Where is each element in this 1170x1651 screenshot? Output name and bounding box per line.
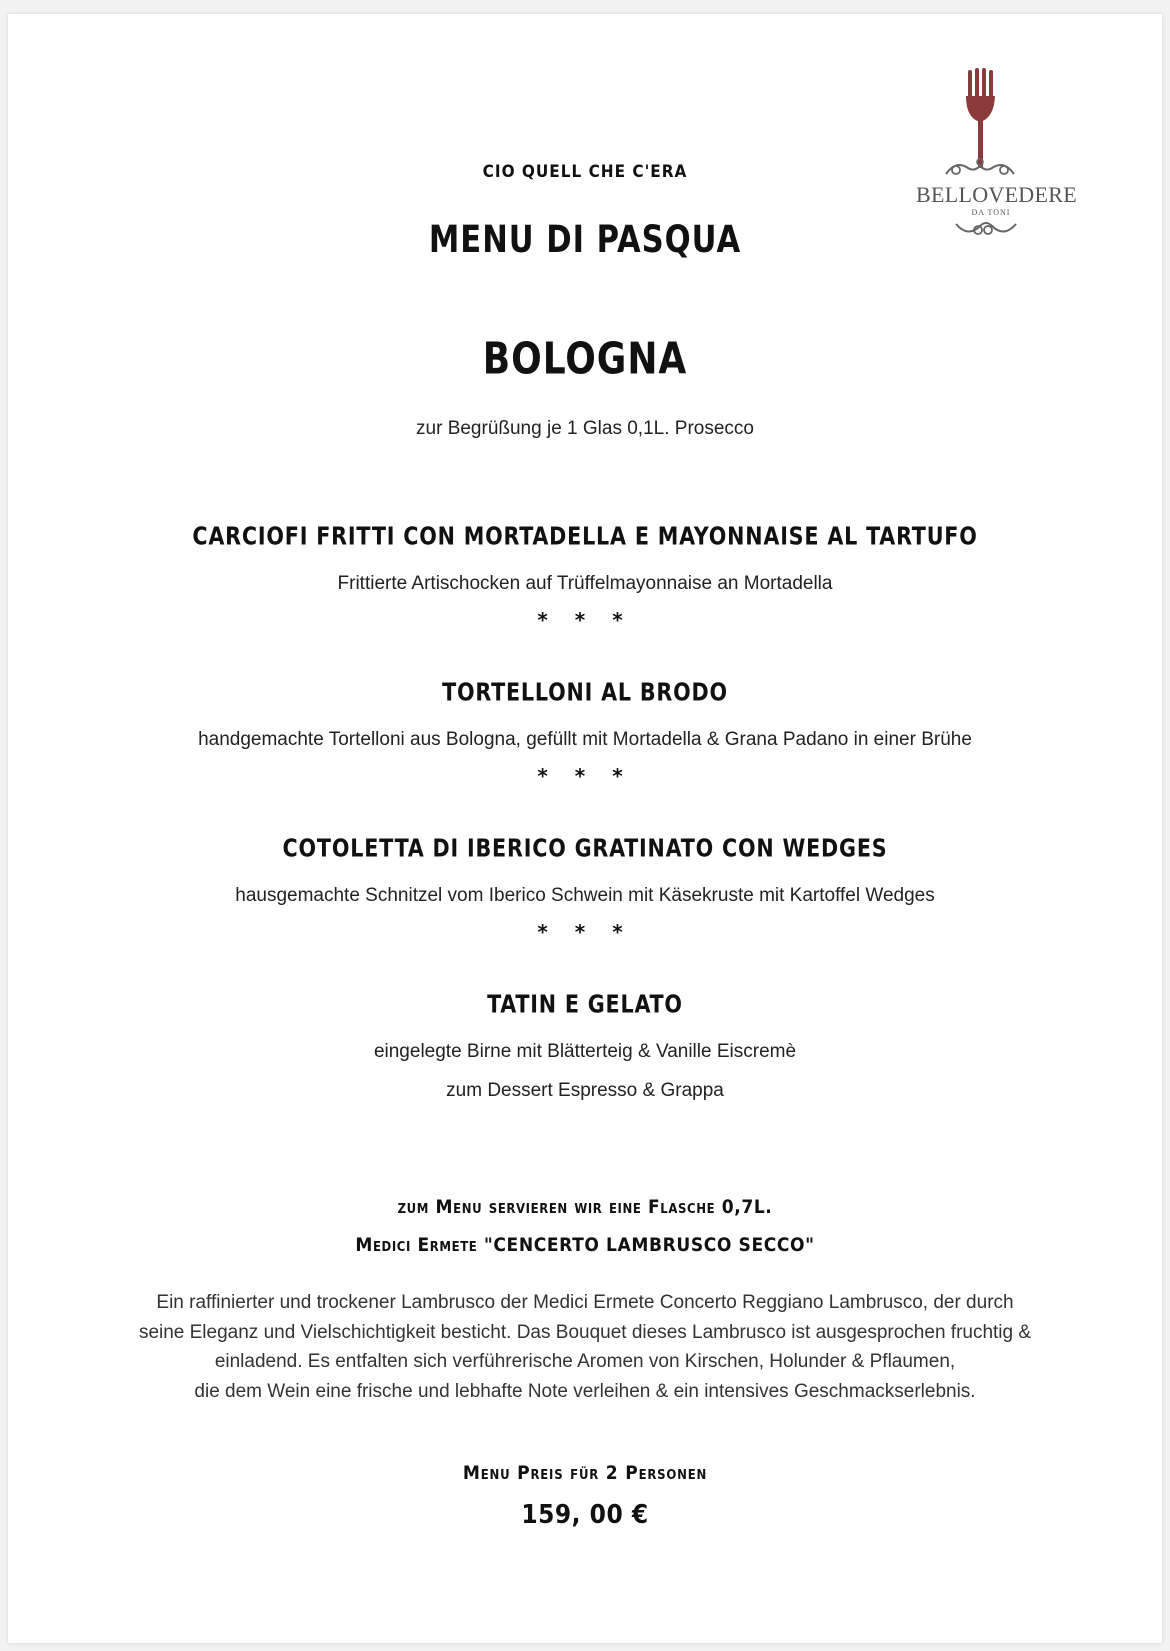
restaurant-logo xyxy=(916,56,1077,236)
price-value: 159, 00 € xyxy=(521,1500,649,1530)
course-4-description: eingelegte Birne mit Blätterteig & Vanille Eiscremè xyxy=(373,1041,797,1062)
wine-line-2: Medici Ermete "CENCERTO LAMBRUSCO SECCO" xyxy=(355,1234,815,1256)
course-1-description: Frittierte Artischocken auf Trüffelmayonnaise an Mortadella xyxy=(337,573,833,594)
course-1-title: CARCIOFI FRITTI CON MORTADELLA E MAYONNAISE AL TARTUFO xyxy=(192,522,978,552)
wine-description xyxy=(8,1288,1162,1406)
wine-desc-line: einladend. Es entfalten sich verführerische Aromen von Kirschen, Holunder & Pflaumen, xyxy=(214,1351,956,1372)
menu-subtitle: CIO QUELL CHE C'ERA xyxy=(482,162,688,182)
city-title: BOLOGNA xyxy=(482,333,688,385)
menu-page xyxy=(8,14,1162,1643)
course-2-description: handgemachte Tortelloni aus Bologna, gefüllt mit Mortadella & Grana Padano in einer Brühe xyxy=(198,729,972,750)
logo-name: BELLOVEDERE xyxy=(916,182,1077,207)
course-1-separator: * * * xyxy=(537,608,633,632)
course-3-separator: * * * xyxy=(537,920,633,944)
wine-desc-line: die dem Wein eine frische und lebhafte Note verleihen & ein intensives Geschmackserlebnis. xyxy=(194,1380,976,1402)
course-4-extra: zum Dessert Espresso & Grappa xyxy=(446,1080,724,1101)
course-4-title: TATIN E GELATO xyxy=(487,990,683,1020)
wine-line-1: zum Menu servieren wir eine Flasche 0,7L. xyxy=(397,1196,773,1218)
course-3-title: COTOLETTA DI IBERICO GRATINATO CON WEDGES xyxy=(282,834,888,864)
menu-title: MENU DI PASQUA xyxy=(428,218,742,262)
price-label: Menu Preis für 2 Personen xyxy=(462,1462,708,1484)
course-2-separator: * * * xyxy=(537,764,633,788)
welcome-text: zur Begrüßung je 1 Glas 0,1L. Prosecco xyxy=(416,418,754,439)
course-3-description: hausgemachte Schnitzel vom Iberico Schwein mit Käsekruste mit Kartoffel Wedges xyxy=(235,885,935,906)
wine-desc-line: Ein raffinierter und trockener Lambrusco der Medici Ermete Concerto Reggiano Lambrusco, der durch xyxy=(156,1292,1014,1313)
logo-subtitle: DA TONI xyxy=(971,208,1011,217)
wine-desc-line: seine Eleganz und Vielschichtigkeit besticht. Das Bouquet dieses Lambrusco ist ausgesprochen fruchtig & xyxy=(138,1321,1032,1343)
course-2-title: TORTELLONI AL BRODO xyxy=(442,678,728,708)
